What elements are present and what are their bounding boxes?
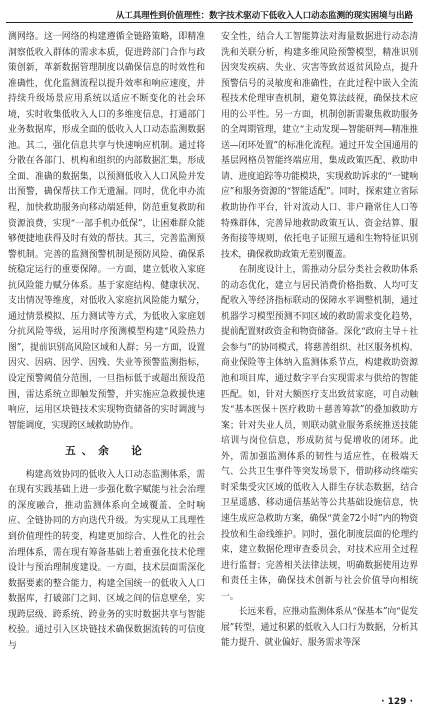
right-column (221, 30, 418, 652)
body-paragraph: 安全性，结合人工智能算法对海量数据进行动态清洗和关联分析，构建多维风险预警模型，精准识别因突发疾病、失业、灾害等致贫返贫风险点，提升预警信号的灵敏度和准确性，在此过程中嵌入全流程技术伦理审查机制，避免算法歧视，确保技术应用的公平性。另一方面，机制创新需聚焦救助服务的全周期管理，建立“主动发现—智能研判—精准推送—闭环处置”的标准化流程。通过开发全国通用的基层网格员智能终端应用，集成政策匹配、救助申请、进度追踪等功能模块，实现救助诉求的“一键响应”和服务资源的“智能适配”。同时，探索建立省际救助协作平台，针对流动人口、非户籍常住人口等特殊群体，完善异地救助政策互认、资金结算、服务衔接等规则，依托电子证照互通和生物特征识别技术，确保救助政策无差别覆盖。 (221, 32, 418, 260)
page-number: · 129 · (381, 697, 413, 707)
body-paragraph: 测网络。这一网络的构建遵循全链路策略，即精准洞察低收入群体的需求本质，促进跨部门合作与政策创新，革新数据管理制度以确保信息的时效性和准确性，优化监测流程以提升效率和响应速度，并持续升级场景应用系统以适应不断变化的社会环境，实时收集低收入人口的多维度信息，打通部门业务数据库，形成全面的低收入人口动态监测数据池。其二，强化信息共享与快速响应机制。通过将分散在各部门、机构和组织的内部数据汇集，形成全面、准确的数据集，以预测低收入人口风险并发出预警，确保帮扶工作无遗漏。同时，优化申办流程，加快救助服务向移动端延伸，防范重复救助和资源浪费，实现“一部手机办低保”，让困难群众能够便捷地获得及时有效的帮扶。其三，完善监测预警机制。完善的监测预警机制是预防风险、确保系统稳定运行的重要保障。一方面，建立低收入家庭抗风险能力赋分体系。基于家庭结构、健康状况、支出情况等维度，对低收入家庭抗风险能力赋分，通过情景模拟、压力测试等方式，为低收入家庭划分抗风险等级，运用时序预测模型构建“风险热力图”，提前识别高风险区域和人群；另一方面，设置因灾、因病、因学、因残、失业等预警监测指标，设定预警阈值分范围，一旦指标低于或超出预设范围，雷达系统立即触发预警，并实施应急救援快速响应，运用区块链技术实现物资储备的实时调渡与智能调度，实现跨区域救助协作。 (8, 32, 205, 431)
header-rule (6, 22, 413, 23)
left-column (8, 30, 205, 654)
running-header-title: 从工具理性到价值理性：数字技术驱动下低收入人口动态监测的现实困境与出路 (115, 11, 413, 21)
running-header (0, 0, 427, 28)
body-paragraph: 在制度设计上，需推动分层分类社会救助体系的动态优化，建立与居民消费价格指数、人均可支配收入等经济指标联动的保障水平调整机制，通过机器学习模型预测不同区域的救助需求变化趋势，提前配置财政资金和物资储备。深化“政府主导＋社会参与”的协同模式，将慈善组织、社区服务机构、商业保险等主体纳入监测体系节点，构建救助资源池和项目库，通过数字平台实现需求与供给的智能匹配。如，针对大额医疗支出致贫家庭，可自动触发“基本医保＋医疗救助＋慈善筹款”的叠加救助方案；针对失业人员，则联动就业服务系统推送技能培训与岗位信息，形成防贫与促增收的闭环。此外，需加强监测体系的韧性与适应性，在极端天气、公共卫生事件等突发场景下，借助移动终端实时采集受灾区域的低收入人群生存状态数据，结合卫星遥感、移动通信基站等公共基础设施信息，快速生成应急救助方案，确保“黄金72小时”内的物资投放和生命线维护。同时，强化制度层面的伦理约束，建立数据伦理审查委员会，对技术应用全过程进行监督；完善相关法律法规，明确数据使用边界和责任主体，确保技术创新与社会价值导向相统一。 (221, 265, 418, 602)
section-heading: 五、余 论 (65, 445, 148, 458)
body-paragraph: 构建高效协同的低收入人口动态监测体系，需在现有实践基础上进一步强化数字赋能与社会治理的深度融合，推动监测体系向全域覆盖、全时响应、全链协同的方向迭代升级。为实现从工具理性到价值理性的转变，构建更加综合、人性化的社会治理体系，需在现有筹备基础上着重强化技术伦理设计与预治理制度建设。一方面，技术层面需深化数据要素的整合能力，构建全国统一的低收入人口数据库，打破部门之间、区域之间的信息壁垒，实现跨层级、跨系统、跨业务的实时数据共享与智能校验。通过引入区块链技术确保数据流转的可信度与 (8, 469, 205, 651)
body-paragraph: 长远来看，应推动监测体系从“保基本”向“促发展”转型，通过积累的低收入人口行为数据，分析其能力提升、就业偏好、服务需求等深 (221, 607, 418, 649)
